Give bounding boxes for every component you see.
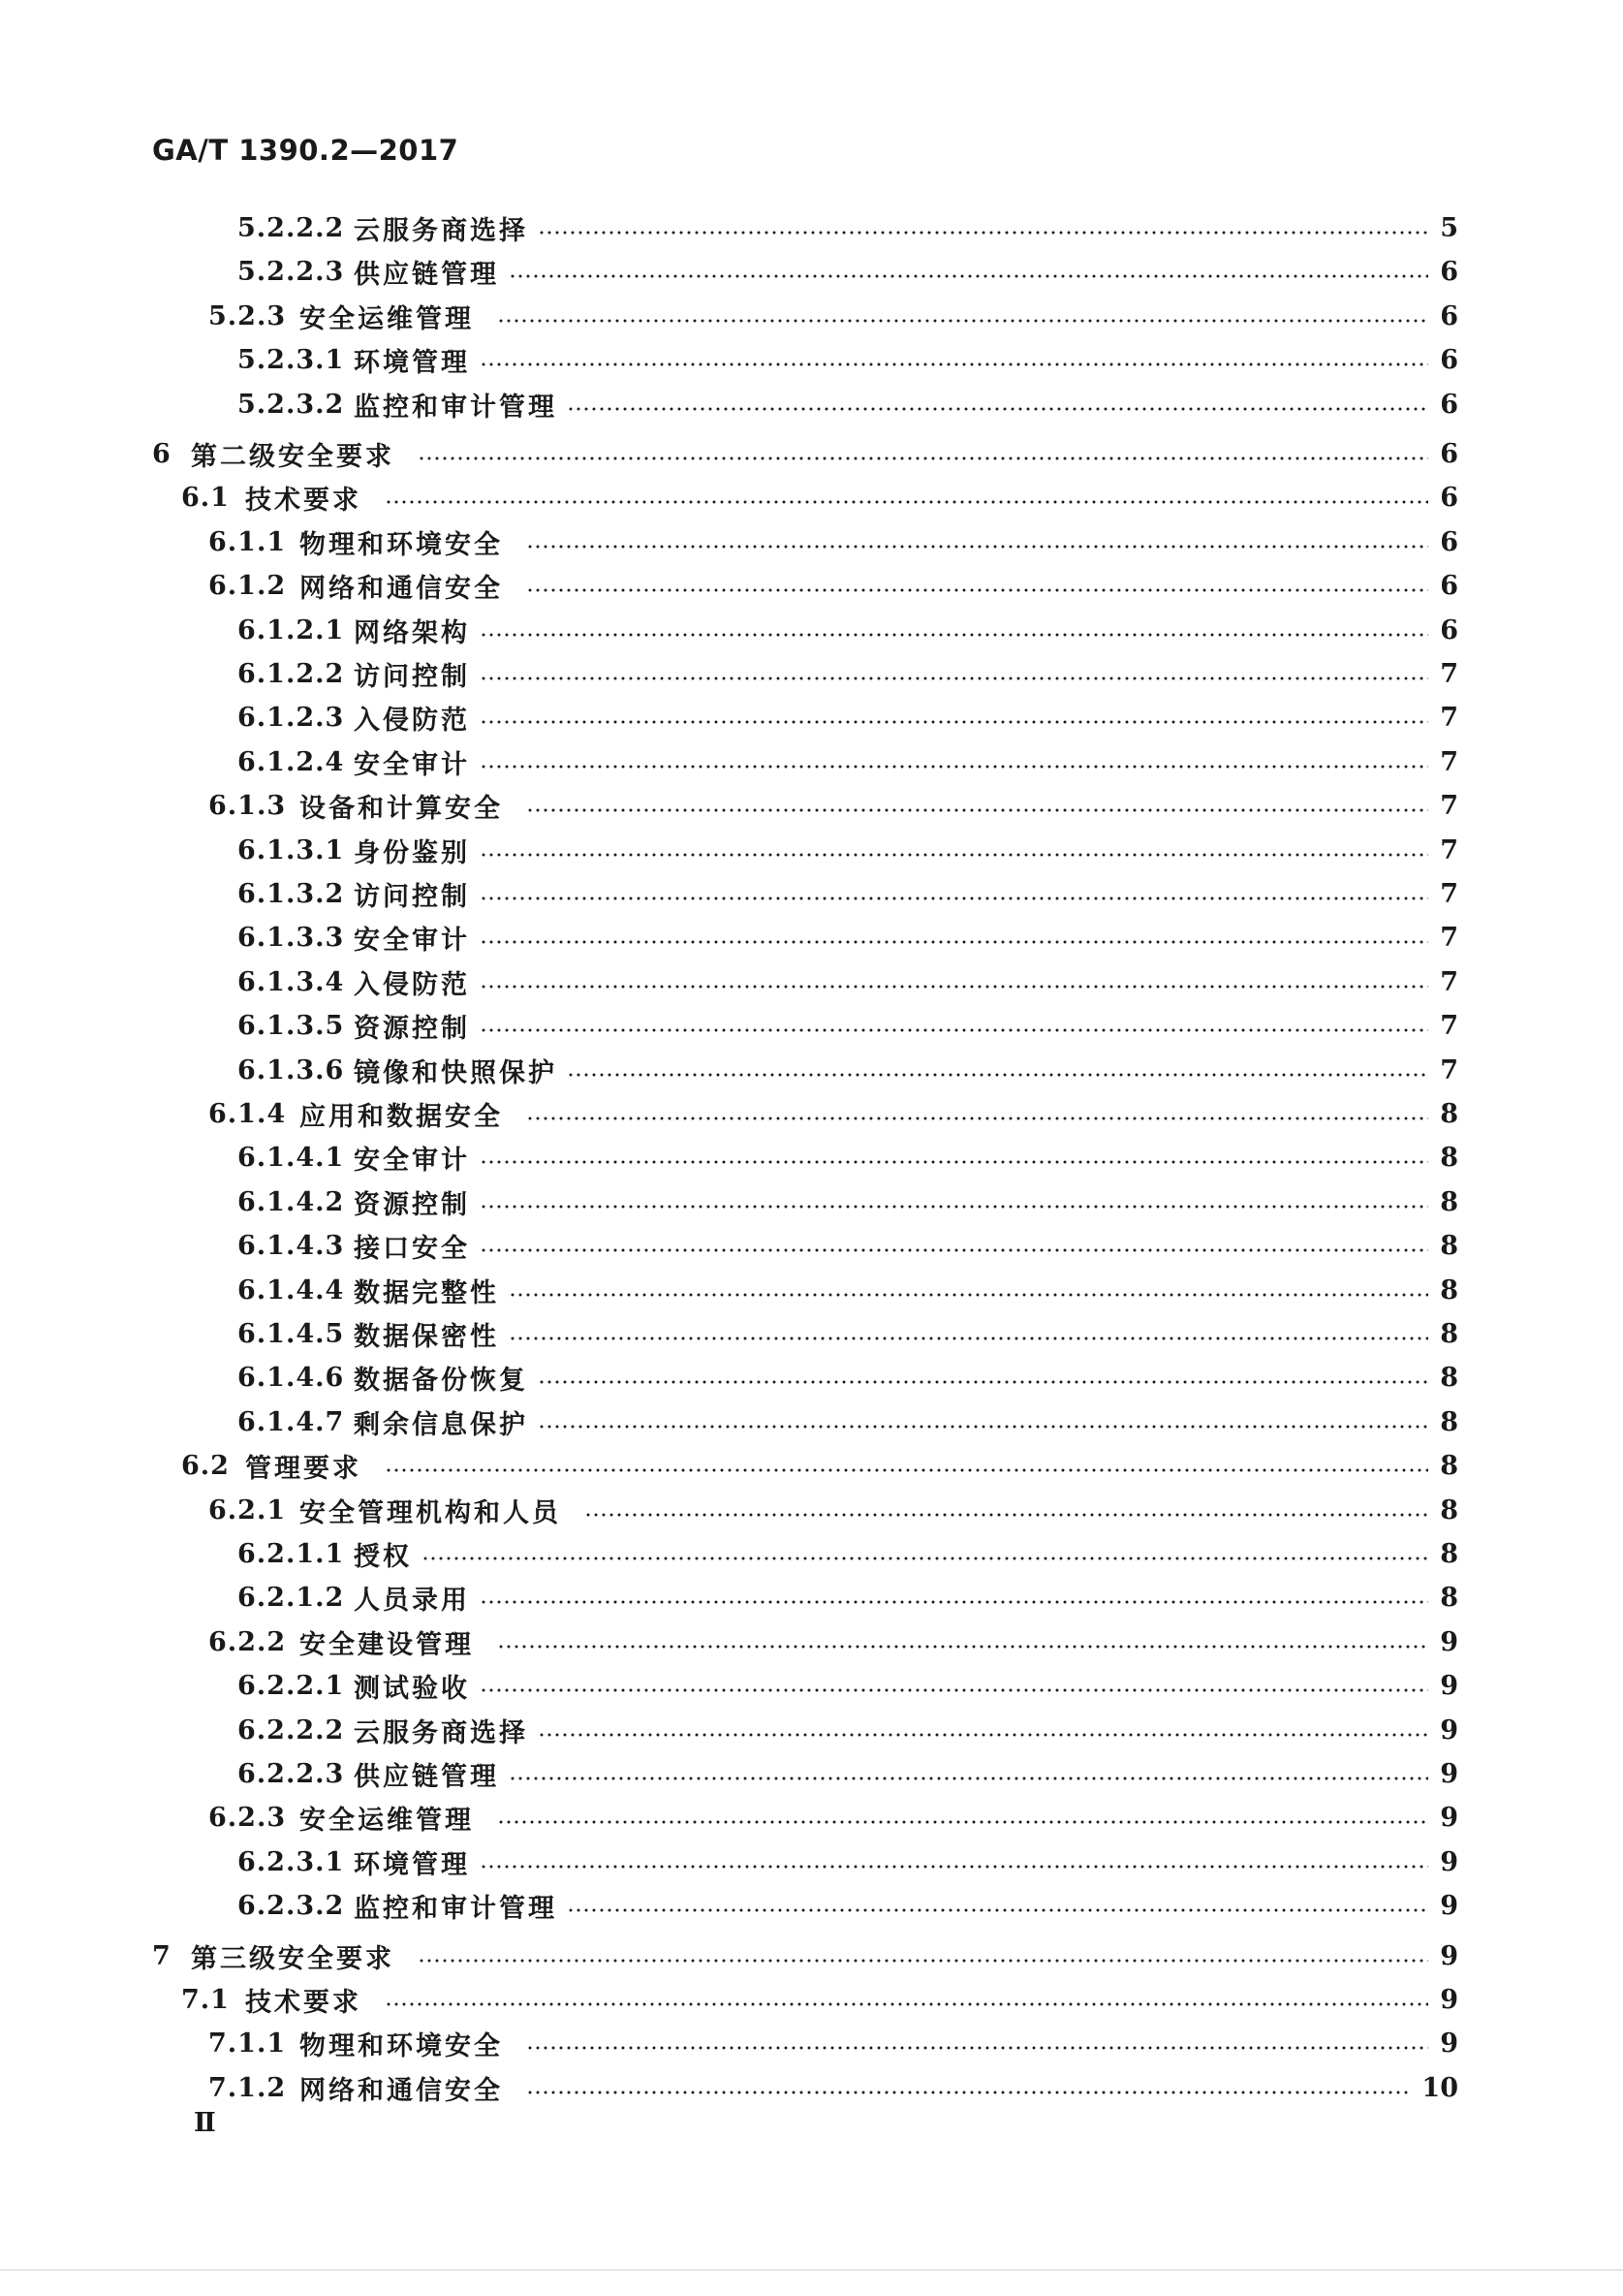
toc-entry-page: 9 (1440, 2028, 1458, 2059)
toc-dot-leader (497, 1645, 1428, 1649)
toc-entry-number: 6.1.4.3 (237, 1230, 345, 1261)
toc-entry-title: 入侵防范 (354, 969, 470, 1000)
toc-entry-page: 7 (1440, 702, 1458, 733)
toc-entry-page: 6 (1440, 482, 1458, 513)
toc-entry-number: 6.1.3.5 (237, 1010, 345, 1041)
toc-entry-page: 8 (1440, 1362, 1458, 1393)
toc-dot-leader (480, 940, 1428, 944)
toc-entry-page: 8 (1440, 1494, 1458, 1525)
toc-entry-number: 6.1.3.1 (237, 834, 345, 865)
toc-entry-title: 供应链管理 (354, 1761, 499, 1792)
toc-entry-title: 监控和审计管理 (354, 392, 557, 423)
toc-entry[interactable] (237, 338, 1458, 381)
toc-entry-title: 供应链管理 (354, 259, 499, 290)
toc-entry-page: 6 (1440, 570, 1458, 601)
toc-dot-leader (526, 808, 1428, 812)
toc-dot-leader (509, 1777, 1428, 1780)
toc-entry-page: 9 (1440, 1846, 1458, 1877)
toc-entry[interactable] (237, 872, 1458, 915)
toc-entry-title: 接口安全 (354, 1233, 470, 1264)
toc-entry[interactable] (208, 784, 1458, 827)
toc-entry[interactable] (237, 1709, 1458, 1751)
toc-entry-number: 6.1.3.2 (237, 878, 345, 909)
toc-dot-leader (509, 1293, 1428, 1297)
toc-entry-title: 数据备份恢复 (354, 1365, 528, 1396)
toc-entry[interactable] (237, 1664, 1458, 1707)
toc-entry-title: 网络和通信安全 (299, 2075, 503, 2106)
toc-entry-title: 安全审计 (354, 925, 470, 956)
toc-entry-page: 9 (1440, 1626, 1458, 1657)
toc-dot-leader (480, 1248, 1428, 1252)
toc-entry[interactable] (237, 829, 1458, 871)
toc-entry-number: 6.1.2.3 (237, 702, 345, 733)
toc-entry[interactable] (237, 1224, 1458, 1267)
toc-dot-leader (538, 1380, 1428, 1384)
toc-entry-number: 6.2.3.2 (237, 1890, 345, 1921)
toc-entry-page: 7 (1440, 878, 1458, 909)
toc-entry-number: 5.2.3.2 (237, 389, 345, 420)
toc-dot-leader (480, 1600, 1428, 1604)
toc-entry[interactable] (237, 960, 1458, 1003)
toc-entry-number: 6.1.4.6 (237, 1362, 345, 1393)
toc-entry-number: 6.2.2.3 (237, 1758, 345, 1789)
toc-dot-leader (480, 1865, 1428, 1869)
toc-entry[interactable] (237, 1049, 1458, 1091)
toc-entry[interactable] (181, 1978, 1458, 2021)
toc-entry-page: 7 (1440, 834, 1458, 865)
toc-entry-number: 7.1.2 (208, 2072, 287, 2103)
toc-entry-number: 6.1.3.3 (237, 922, 345, 953)
toc-entry[interactable] (237, 1752, 1458, 1795)
toc-entry[interactable] (237, 1269, 1458, 1311)
toc-entry-number: 5.2.3 (208, 300, 287, 331)
toc-entry-number: 6.1.2.2 (237, 658, 345, 689)
toc-entry-title: 设备和计算安全 (299, 793, 503, 824)
toc-entry[interactable] (181, 476, 1458, 519)
toc-entry-title: 安全运维管理 (299, 1805, 474, 1836)
toc-entry-title: 安全审计 (354, 1145, 470, 1176)
toc-entry-page: 9 (1440, 1758, 1458, 1789)
toc-entry-number: 6.1.4.1 (237, 1142, 345, 1173)
toc-entry-number: 6.2.1.2 (237, 1582, 345, 1613)
toc-entry[interactable] (208, 564, 1458, 607)
toc-entry-page: 9 (1440, 1940, 1458, 1971)
toc-entry-number: 6.1.1 (208, 526, 287, 557)
toc-entry[interactable] (181, 1444, 1458, 1487)
toc-entry-page: 6 (1440, 389, 1458, 420)
toc-entry-title: 入侵防范 (354, 705, 470, 736)
toc-dot-leader (480, 1028, 1428, 1032)
toc-entry[interactable] (152, 1934, 1458, 1977)
toc-dot-leader (480, 633, 1428, 637)
toc-entry-page: 7 (1440, 966, 1458, 997)
toc-entry-title: 访问控制 (354, 881, 470, 912)
toc-entry-title: 访问控制 (354, 661, 470, 692)
toc-entry[interactable] (208, 520, 1458, 563)
toc-entry[interactable] (208, 2022, 1458, 2064)
toc-dot-leader (526, 588, 1428, 592)
toc-entry-title: 第三级安全要求 (191, 1943, 394, 1974)
toc-entry-number: 6.1.3.6 (237, 1054, 345, 1085)
toc-entry-page: 8 (1440, 1186, 1458, 1217)
toc-entry[interactable] (208, 1620, 1458, 1663)
toc-dot-leader (497, 319, 1428, 323)
toc-entry-page: 7 (1440, 790, 1458, 821)
toc-entry-title: 云服务商选择 (354, 215, 528, 246)
toc-entry-title: 管理要求 (245, 1453, 361, 1484)
toc-dot-leader (480, 985, 1428, 989)
toc-entry-title: 数据保密性 (354, 1321, 499, 1352)
toc-entry-title: 技术要求 (245, 1987, 361, 2018)
toc-entry-number: 6.2.1.1 (237, 1538, 345, 1569)
toc-entry[interactable] (237, 1400, 1458, 1443)
toc-dot-leader (385, 500, 1428, 504)
toc-entry-title: 安全运维管理 (299, 303, 474, 334)
toc-entry-number: 6.2.2.2 (237, 1714, 345, 1746)
toc-entry-title: 物理和环境安全 (299, 529, 503, 560)
toc-entry-page: 8 (1440, 1142, 1458, 1173)
toc-entry-page: 8 (1440, 1406, 1458, 1437)
toc-entry[interactable] (152, 432, 1458, 475)
toc-entry[interactable] (237, 1004, 1458, 1047)
toc-entry-title: 资源控制 (354, 1189, 470, 1220)
toc-entry-number: 6.2.2.1 (237, 1670, 345, 1701)
toc-entry-title: 应用和数据安全 (299, 1101, 503, 1132)
toc-dot-leader (480, 765, 1428, 769)
toc-entry-number: 6.1.4.2 (237, 1186, 345, 1217)
toc-entry-title: 网络架构 (354, 617, 470, 648)
toc-dot-leader (480, 676, 1428, 680)
toc-entry-title: 镜像和快照保护 (354, 1057, 557, 1088)
toc-entry-page: 7 (1440, 1010, 1458, 1041)
toc-dot-leader (526, 1117, 1428, 1120)
toc-entry-title: 安全管理机构和人员 (299, 1497, 561, 1528)
toc-entry[interactable] (237, 1136, 1458, 1179)
toc-entry-page: 9 (1440, 1890, 1458, 1921)
toc-entry-page: 6 (1440, 614, 1458, 645)
toc-entry[interactable] (237, 609, 1458, 651)
toc-entry-page: 7 (1440, 746, 1458, 777)
toc-dot-leader (584, 1513, 1428, 1517)
toc-entry[interactable] (237, 916, 1458, 959)
toc-entry[interactable] (208, 2066, 1458, 2109)
toc-entry[interactable] (237, 1356, 1458, 1399)
toc-entry-page: 8 (1440, 1274, 1458, 1305)
toc-entry-title: 云服务商选择 (354, 1717, 528, 1748)
toc-entry-number: 7.1 (181, 1984, 230, 2015)
toc-entry-page: 5 (1440, 212, 1458, 243)
toc-entry[interactable] (237, 1840, 1458, 1883)
toc-dot-leader (480, 1205, 1428, 1209)
toc-entry-page: 8 (1440, 1538, 1458, 1569)
toc-entry-number: 6.1.3 (208, 790, 287, 821)
toc-dot-leader (480, 720, 1428, 724)
toc-entry[interactable] (237, 1884, 1458, 1927)
toc-entry-number: 7 (152, 1940, 172, 1971)
page-number: Ⅱ (194, 2108, 216, 2138)
toc-entry-title: 资源控制 (354, 1013, 470, 1044)
toc-dot-leader (385, 1468, 1428, 1472)
toc-entry-page: 7 (1440, 658, 1458, 689)
toc-entry-title: 物理和环境安全 (299, 2030, 503, 2061)
toc-entry[interactable] (237, 1180, 1458, 1223)
toc-entry-title: 技术要求 (245, 485, 361, 516)
toc-entry-number: 5.2.2.2 (237, 212, 345, 243)
toc-entry-title: 安全建设管理 (299, 1629, 474, 1660)
toc-entry-number: 6 (152, 438, 172, 469)
toc-entry-number: 5.2.3.1 (237, 344, 345, 375)
toc-entry-number: 6.2.2 (208, 1626, 287, 1657)
toc-entry-page: 8 (1440, 1582, 1458, 1613)
toc-entry-page: 9 (1440, 1802, 1458, 1833)
toc-dot-leader (480, 853, 1428, 857)
toc-entry-page: 6 (1440, 256, 1458, 287)
toc-entry-page: 9 (1440, 1670, 1458, 1701)
toc-entry[interactable] (237, 740, 1458, 783)
toc-entry-number: 6.1.4 (208, 1098, 287, 1129)
toc-entry-page: 8 (1440, 1098, 1458, 1129)
toc-entry[interactable] (237, 1532, 1458, 1575)
toc-dot-leader (509, 1337, 1428, 1340)
toc-entry[interactable] (237, 696, 1458, 739)
toc-dot-leader (421, 1557, 1428, 1560)
toc-entry-page: 6 (1440, 526, 1458, 557)
toc-entry-title: 网络和通信安全 (299, 573, 503, 604)
toc-entry-number: 6.1 (181, 482, 230, 513)
toc-dot-leader (526, 2091, 1410, 2094)
toc-entry-page: 6 (1440, 344, 1458, 375)
toc-entry-page: 6 (1440, 438, 1458, 469)
toc-entry-number: 6.1.3.4 (237, 966, 345, 997)
toc-entry-title: 人员录用 (354, 1585, 470, 1616)
toc-entry-number: 6.2.3.1 (237, 1846, 345, 1877)
toc-entry-number: 6.1.4.5 (237, 1318, 345, 1349)
toc-entry[interactable] (208, 1489, 1458, 1531)
toc-entry-title: 剩余信息保护 (354, 1409, 528, 1440)
toc-entry-number: 6.1.2 (208, 570, 287, 601)
toc-dot-leader (385, 2002, 1428, 2006)
toc-dot-leader (480, 362, 1428, 366)
toc-entry-page: 6 (1440, 300, 1458, 331)
toc-dot-leader (538, 1733, 1428, 1737)
toc-entry-number: 6.1.2.1 (237, 614, 345, 645)
toc-entry[interactable] (208, 1092, 1458, 1135)
toc-dot-leader (567, 407, 1428, 411)
toc-entry[interactable] (237, 383, 1458, 425)
toc-entry-title: 安全审计 (354, 749, 470, 780)
toc-entry-number: 6.2.3 (208, 1802, 287, 1833)
toc-entry-number: 5.2.2.3 (237, 256, 345, 287)
toc-entry-page: 8 (1440, 1318, 1458, 1349)
toc-entry-title: 测试验收 (354, 1673, 470, 1704)
toc-dot-leader (567, 1908, 1428, 1912)
toc-entry[interactable] (208, 1796, 1458, 1839)
toc-dot-leader (480, 896, 1428, 900)
toc-dot-leader (418, 456, 1428, 460)
toc-entry-number: 6.1.4.4 (237, 1274, 345, 1305)
toc-entry-page: 7 (1440, 922, 1458, 953)
toc-entry-title: 授权 (354, 1541, 412, 1572)
toc-entry-page: 10 (1421, 2072, 1458, 2103)
toc-entry-number: 6.2.1 (208, 1494, 287, 1525)
toc-entry-number: 6.1.2.4 (237, 746, 345, 777)
toc-dot-leader (538, 1425, 1428, 1429)
toc-entry-title: 第二级安全要求 (191, 441, 394, 472)
toc-dot-leader (418, 1959, 1428, 1963)
toc-entry-page: 8 (1440, 1230, 1458, 1261)
toc-entry-page: 8 (1440, 1450, 1458, 1481)
toc-dot-leader (480, 1688, 1428, 1692)
toc-entry[interactable] (237, 1312, 1458, 1355)
toc-entry[interactable] (237, 652, 1458, 695)
toc-dot-leader (526, 2046, 1428, 2050)
toc-entry-title: 身份鉴别 (354, 837, 470, 868)
toc-entry-number: 6.1.4.7 (237, 1406, 345, 1437)
toc-dot-leader (538, 231, 1428, 235)
toc-entry-number: 7.1.1 (208, 2028, 287, 2059)
toc-dot-leader (526, 545, 1428, 549)
toc-entry[interactable] (237, 206, 1458, 249)
toc-entry[interactable] (237, 1576, 1458, 1619)
toc-dot-leader (480, 1160, 1428, 1164)
document-id: GA/T 1390.2—2017 (152, 134, 459, 167)
toc-entry[interactable] (208, 295, 1458, 337)
toc-entry[interactable] (237, 250, 1458, 293)
toc-dot-leader (567, 1073, 1428, 1077)
toc-entry-number: 6.2 (181, 1450, 230, 1481)
toc-entry-page: 9 (1440, 1714, 1458, 1746)
toc-entry-title: 环境管理 (354, 1849, 470, 1880)
toc-dot-leader (509, 274, 1428, 278)
toc-entry-title: 数据完整性 (354, 1277, 499, 1308)
toc-entry-page: 9 (1440, 1984, 1458, 2015)
toc-dot-leader (497, 1820, 1428, 1824)
page-bottom-edge (0, 2269, 1623, 2271)
toc-entry-page: 7 (1440, 1054, 1458, 1085)
toc-entry-title: 监控和审计管理 (354, 1893, 557, 1924)
toc-entry-title: 环境管理 (354, 347, 470, 378)
